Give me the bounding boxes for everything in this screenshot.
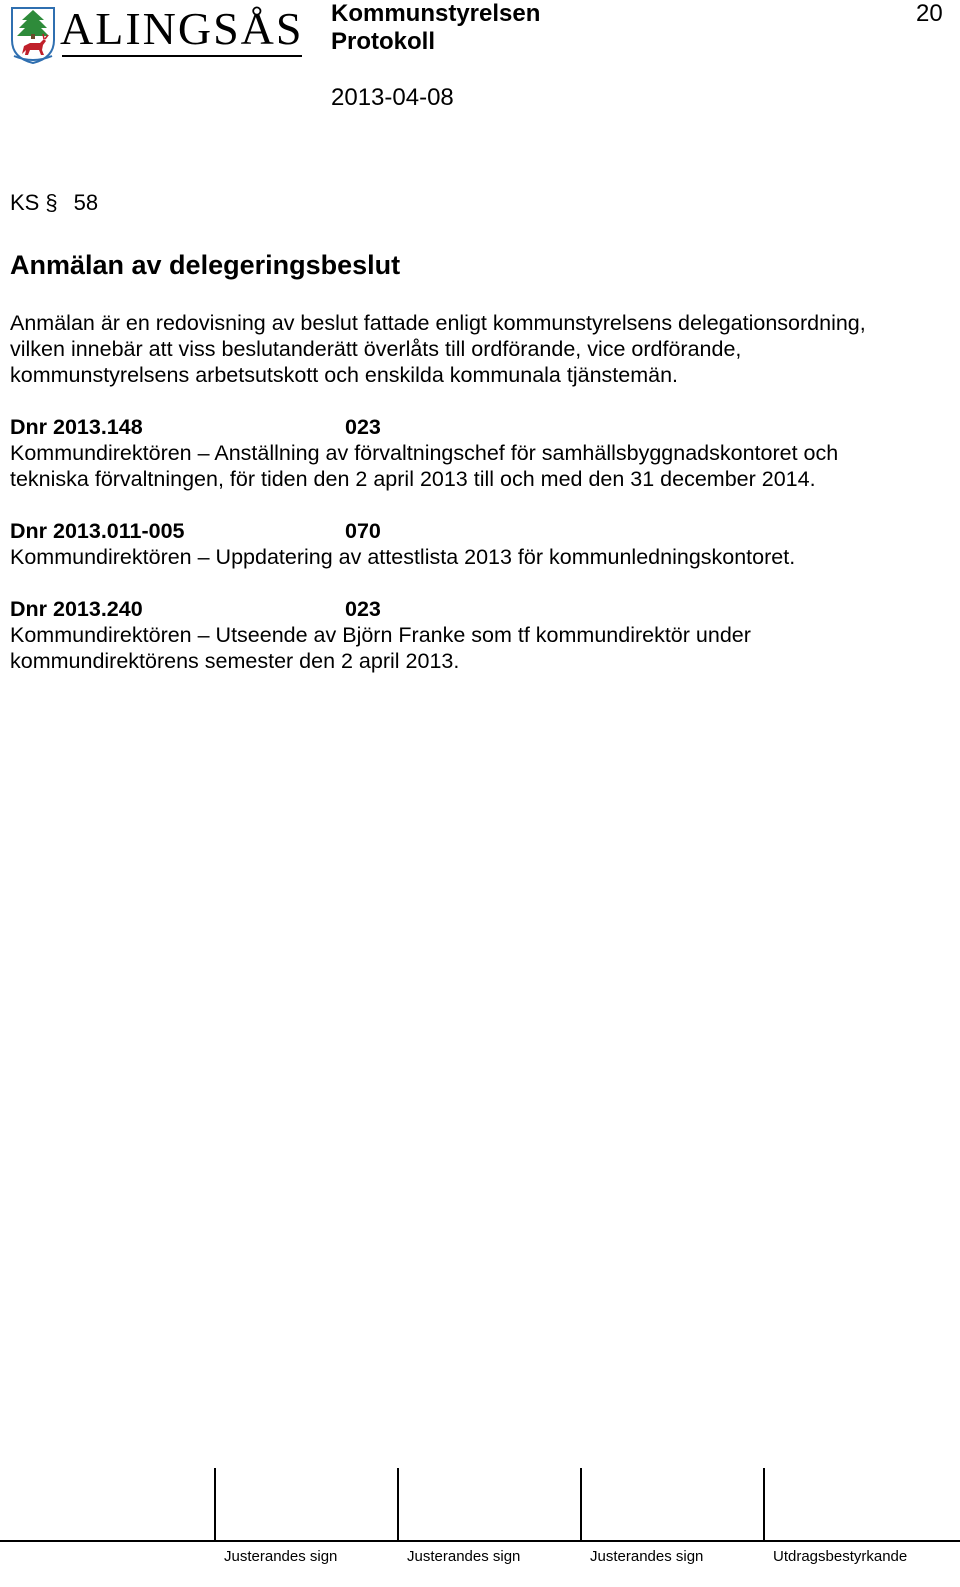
- signature-label: Justerandes sign: [590, 1548, 704, 1565]
- coat-of-arms-icon: [10, 6, 56, 64]
- classification-code: 023: [345, 597, 381, 621]
- diary-number: Dnr 2013.011-005: [10, 519, 185, 543]
- diary-number: Dnr 2013.148: [10, 415, 143, 439]
- classification-code: 023: [345, 415, 381, 439]
- diary-number: Dnr 2013.240: [10, 597, 143, 621]
- intro-line: vilken innebär att viss beslutanderätt överlåts till ordförande, vice ordförande,: [10, 337, 742, 361]
- signature-label: Utdragsbestyrkande: [773, 1548, 908, 1565]
- delegation-item: [10, 518, 940, 570]
- logo-wordmark: ALINGSÅS: [60, 3, 304, 54]
- section-number: 58: [73, 190, 99, 215]
- signature-divider: [763, 1468, 765, 1540]
- item-line: Kommundirektören – Anställning av förvaltningschef för samhällsbyggnadskontoret och: [10, 441, 839, 465]
- document-type: Protokoll: [331, 28, 436, 55]
- item-description: [10, 544, 940, 570]
- intro-line: Anmälan är en redovisning av beslut fattade enligt kommunstyrelsens delegationsordning,: [10, 311, 866, 335]
- intro-line: kommunstyrelsens arbetsutskott och enskilda kommunala tjänstemän.: [10, 363, 679, 387]
- delegation-item: [10, 414, 940, 492]
- diary-number-row: [10, 414, 940, 440]
- signature-label: Justerandes sign: [407, 1548, 521, 1565]
- classification-code: 070: [345, 519, 381, 543]
- signature-divider: [580, 1468, 582, 1540]
- meeting-date: 2013-04-08: [331, 84, 454, 111]
- item-line: kommundirektörens semester den 2 april 2013.: [10, 649, 460, 673]
- diary-number-row: [10, 518, 940, 544]
- logo-underline: [62, 55, 302, 57]
- signature-divider: [397, 1468, 399, 1540]
- signature-baseline: [0, 1540, 960, 1542]
- item-description: [10, 440, 940, 492]
- page-title: Anmälan av delegeringsbeslut: [10, 250, 401, 280]
- organization-name: Kommunstyrelsen: [331, 0, 541, 27]
- signature-label: Justerandes sign: [224, 1548, 338, 1565]
- page-number: 20: [916, 0, 943, 27]
- section-symbol: §: [45, 190, 58, 215]
- section-prefix: KS: [10, 190, 40, 215]
- item-description: [10, 622, 940, 674]
- item-line: Kommundirektören – Uppdatering av attestlista 2013 för kommunledningskontoret.: [10, 545, 796, 569]
- item-line: Kommundirektören – Utseende av Björn Franke som tf kommundirektör under: [10, 623, 751, 647]
- municipality-logo: [10, 4, 310, 66]
- section-reference: [10, 189, 98, 217]
- protocol-content: [10, 310, 940, 700]
- signature-divider: [214, 1468, 216, 1540]
- intro-paragraph: [10, 310, 940, 388]
- signature-footer: [0, 1468, 960, 1587]
- delegation-item: [10, 596, 940, 674]
- diary-number-row: [10, 596, 940, 622]
- item-line: tekniska förvaltningen, för tiden den 2 april 2013 till och med den 31 december 2014.: [10, 467, 816, 491]
